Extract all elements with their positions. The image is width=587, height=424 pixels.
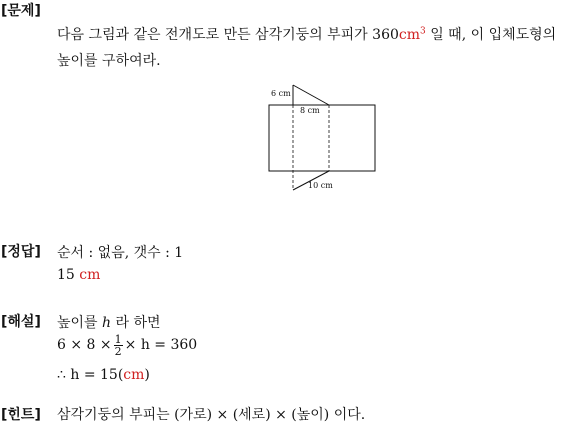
answer-tag: [정답] [1, 244, 41, 260]
solution-equation: 6 × 8 × $\frac{1}{2}$ × h = 360 [57, 332, 198, 358]
hint-tag: [힌트] [1, 407, 41, 423]
answer-unit: cm [79, 267, 101, 283]
answer-value: 15 [57, 267, 75, 283]
fraction-one-half: $\frac{1}{2}$ [114, 332, 122, 358]
problem-line-1 [57, 24, 556, 44]
problem-tag: [문제] [1, 3, 41, 19]
label-10cm: 10 cm [308, 181, 333, 190]
solution-line-1: 높이를 h 라 하면 [57, 315, 161, 331]
volume-unit: $cm^3$ [398, 26, 426, 43]
answer-line-1: 순서 : 없음, 갯수 : 1 [57, 245, 184, 261]
net-rectangle [269, 105, 375, 171]
problem-line-2: 높이를 구하여라. [57, 53, 161, 69]
volume-value: 360 [372, 27, 399, 43]
solution-therefore: ∴ h = 15(cm) [57, 367, 150, 383]
label-8cm: 8 cm [300, 106, 320, 115]
hint-text: 삼각기둥의 부피는 (가로) × (세로) × (높이) 이다. [57, 407, 366, 423]
problem-text-after: 일 때, 이 입체도형의 [425, 27, 557, 43]
answer-value-line [57, 267, 100, 283]
variable-h: h [102, 315, 112, 331]
solution-tag: [해설] [1, 314, 41, 330]
label-6cm: 6 cm [271, 89, 291, 98]
top-triangle-hypotenuse [293, 85, 329, 105]
problem-text-before: 다음 그림과 같은 전개도로 만든 삼각기둥의 부피가 [57, 27, 373, 43]
